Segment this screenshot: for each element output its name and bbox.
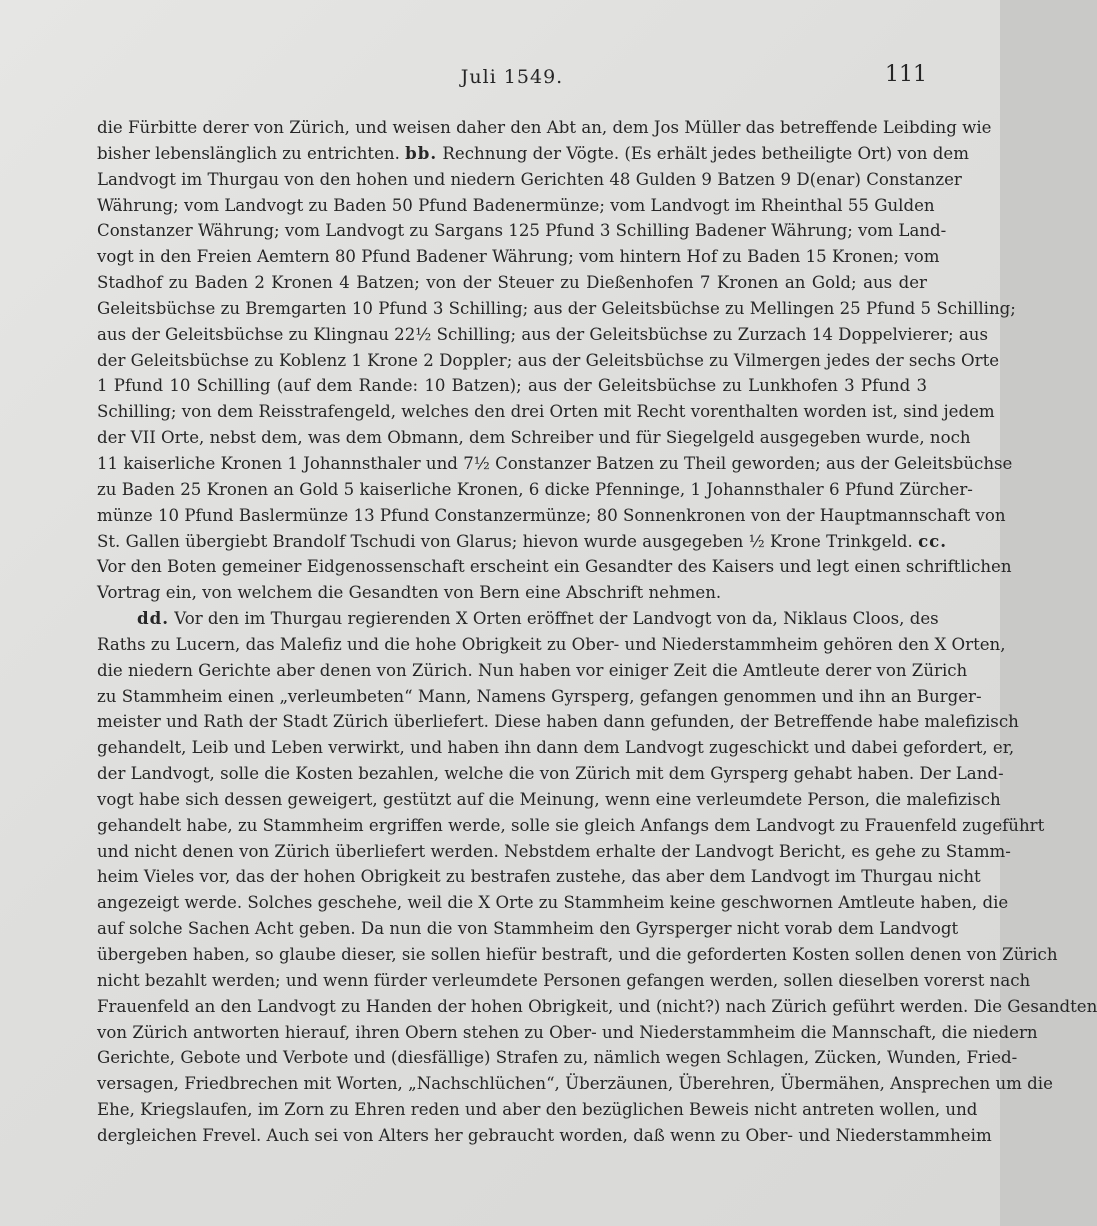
text-line	[97, 1097, 978, 1123]
text-line	[97, 141, 969, 167]
section-mark: cc.	[918, 530, 948, 551]
text-line	[97, 1123, 992, 1149]
text-line	[97, 1071, 1053, 1097]
text-line	[97, 761, 1004, 787]
section-mark: bb.	[405, 142, 438, 163]
text-line	[97, 916, 959, 942]
text-line	[97, 735, 1015, 761]
text-line	[97, 503, 1006, 529]
line-text: Vor den im Thurgau regierenden X Orten eröffnet der Landvogt von da, Niklaus Cloos, des	[168, 609, 939, 629]
page-number: 111	[885, 62, 927, 87]
text-line	[97, 632, 1006, 658]
line-text: münze 10 Pfund Baslermünze 13 Pfund Constanzermünze; 80 Sonnenkronen von der Hauptmannschaft von	[97, 505, 1006, 525]
text-line	[97, 451, 1013, 477]
text-line	[97, 218, 947, 244]
paragraph	[97, 115, 1016, 606]
text-line	[97, 296, 1016, 322]
text-line	[97, 994, 1097, 1020]
line-text: und nicht denen von Zürich überliefert werden. Nebstdem erhalte der Landvogt Bericht, es gehe zu Stamm-	[97, 841, 1011, 861]
text-line	[97, 1045, 1018, 1071]
text-line	[97, 399, 995, 425]
line-text: bisher lebenslänglich zu entrichten.	[97, 143, 406, 163]
text-line	[97, 658, 968, 684]
line-text: Frauenfeld an den Landvogt zu Handen der hohen Obrigkeit, und (nicht?) nach Zürich geführt werden. Die Gesandten	[97, 996, 1097, 1016]
line-text: vogt habe sich dessen geweigert, gestützt auf die Meinung, wenn eine verleumdete Person, die malefizisch	[97, 789, 1001, 809]
line-text: Raths zu Lucern, das Malefiz und die hohe Obrigkeit zu Ober- und Niederstammheim gehören den X Orten,	[97, 634, 1006, 654]
text-line	[97, 787, 1001, 813]
line-text: Ehe, Kriegslaufen, im Zorn zu Ehren reden und aber den bezüglichen Beweis nicht antreten wollen, und	[97, 1100, 978, 1120]
text-line	[97, 270, 927, 296]
text-line	[97, 348, 1000, 374]
line-text: der Landvogt, solle die Kosten bezahlen, welche die von Zürich mit dem Gyrsperg gehabt haben. Der Land-	[97, 764, 1004, 784]
text-line	[97, 193, 935, 219]
running-head: Juli 1549.	[460, 66, 564, 88]
line-text: Rechnung der Vögte. (Es erhält jedes betheiligte Ort) von dem	[437, 143, 969, 163]
line-text: übergeben haben, so glaube dieser, sie sollen hiefür bestraft, und die geforderten Kosten sollen denen von Zürich	[97, 945, 1058, 964]
text-line	[97, 115, 992, 141]
line-text: Währung; vom Landvogt zu Baden 50 Pfund Badenermünze; vom Landvogt im Rheinthal 55 Gulden	[97, 195, 935, 215]
line-text: 11 kaiserliche Kronen 1 Johannsthaler und 7½ Constanzer Batzen zu Theil geworden; aus der Geleitsbüchse	[97, 453, 1013, 473]
line-text: Stadhof zu Baden 2 Kronen 4 Batzen; von der Steuer zu Dießenhofen 7 Kronen an Gold; aus der	[97, 273, 927, 293]
line-text: 1 Pfund 10 Schilling (auf dem Rande: 10 Batzen); aus der Geleitsbüchse zu Lunkhofen 3 Pfund 3	[97, 376, 927, 396]
line-text: dergleichen Frevel. Auch sei von Alters her gebraucht worden, daß wenn zu Ober- und Niederstammheim	[97, 1125, 992, 1145]
line-text: die Fürbitte derer von Zürich, und weisen daher den Abt an, dem Jos Müller das betreffende Leibding wie	[97, 118, 992, 137]
text-line	[97, 477, 973, 503]
line-text: gehandelt, Leib und Leben verwirkt, und haben ihn dann dem Landvogt zugeschickt und dabei gefordert, er,	[97, 738, 1015, 758]
line-text: Landvogt im Thurgau von den hohen und niedern Gerichten 48 Gulden 9 Batzen 9 D(enar) Constanzer	[97, 169, 962, 189]
line-text: meister und Rath der Stadt Zürich überliefert. Diese haben dann gefunden, der Betreffende habe malefizisch	[97, 712, 1019, 732]
text-line	[97, 839, 1011, 865]
text-line	[97, 425, 971, 451]
line-text: auf solche Sachen Acht geben. Da nun die von Stammheim den Gyrsperger nicht vorab dem Landvogt	[97, 919, 959, 939]
line-text: Vor den Boten gemeiner Eidgenossenschaft erscheint ein Gesandter des Kaisers und legt einen schriftlichen	[97, 557, 1012, 577]
line-text: aus der Geleitsbüchse zu Klingnau 22½ Schilling; aus der Geleitsbüchse zu Zurzach 14 Doppelvierer; aus	[97, 324, 988, 344]
text-line	[97, 554, 1012, 580]
line-text: Gerichte, Gebote und Verbote und (diesfällige) Strafen zu, nämlich wegen Schlagen, Zücken, Wunden, Fried-	[97, 1048, 1018, 1068]
page-header	[97, 60, 927, 96]
text-line	[97, 813, 1045, 839]
paragraph	[97, 606, 1097, 1149]
line-text: Schilling; von dem Reisstrafengeld, welches den drei Orten mit Recht vorenthalten worden ist, sind jedem	[97, 402, 995, 422]
text-line	[97, 373, 927, 399]
line-text: gehandelt habe, zu Stammheim ergriffen werde, solle sie gleich Anfangs dem Landvogt zu Frauenfeld zugeführt	[97, 815, 1045, 835]
line-text: angezeigt werde. Solches geschehe, weil die X Orte zu Stammheim keine geschwornen Amtleute haben, die	[97, 893, 1009, 913]
text-line	[97, 167, 962, 193]
line-text: zu Baden 25 Kronen an Gold 5 kaiserliche Kronen, 6 dicke Pfenninge, 1 Johannsthaler 6 Pfund Zürcher-	[97, 479, 973, 499]
line-text: vogt in den Freien Aemtern 80 Pfund Badener Währung; vom hintern Hof zu Baden 15 Kronen; vom	[97, 247, 940, 267]
text-line	[97, 709, 1019, 735]
text-line	[97, 1020, 1038, 1046]
line-text: von Zürich antworten hierauf, ihren Obern stehen zu Ober- und Niederstammheim die Mannschaft, die niedern	[97, 1022, 1038, 1042]
text-line	[97, 864, 981, 890]
text-line	[97, 606, 939, 632]
line-text: nicht bezahlt werden; und wenn fürder verleumdete Personen gefangen werden, sollen dieselben vorerst nach	[97, 970, 1031, 990]
line-text: versagen, Friedbrechen mit Worten, „Nachschlüchen“, Überzäunen, Überehren, Übermähen, Ansprechen um die	[97, 1074, 1053, 1094]
line-text: Geleitsbüchse zu Bremgarten 10 Pfund 3 Schilling; aus der Geleitsbüchse zu Mellingen 25 Pfund 5 Schilling;	[97, 298, 1016, 318]
section-mark: dd.	[137, 608, 169, 629]
body-text	[97, 115, 1097, 1149]
text-line	[97, 580, 927, 606]
text-line	[97, 684, 982, 710]
line-text: der VII Orte, nebst dem, was dem Obmann, dem Schreiber und für Siegelgeld ausgegeben wurde, noch	[97, 428, 971, 448]
text-line	[97, 529, 948, 555]
line-text: der Geleitsbüchse zu Koblenz 1 Krone 2 Doppler; aus der Geleitsbüchse zu Vilmergen jedes der sechs Orte	[97, 350, 1000, 370]
line-text: zu Stammheim einen „verleumbeten“ Mann, Namens Gyrsperg, gefangen genommen und ihn an Burger-	[97, 686, 982, 706]
line-text: Vortrag ein, von welchem die Gesandten von Bern eine Abschrift nehmen.	[97, 583, 722, 603]
text-line	[97, 890, 1009, 916]
line-text: Constanzer Währung; vom Landvogt zu Sargans 125 Pfund 3 Schilling Badener Währung; vom Land-	[97, 221, 947, 241]
text-line	[97, 244, 940, 270]
text-line	[97, 322, 988, 348]
text-line	[97, 968, 1031, 994]
line-text: die niedern Gerichte aber denen von Zürich. Nun haben vor einiger Zeit die Amtleute derer von Zürich	[97, 660, 968, 680]
line-text: St. Gallen übergiebt Brandolf Tschudi von Glarus; hievon wurde ausgegeben ½ Krone Trinkgeld.	[97, 531, 919, 551]
line-text: heim Vieles vor, das der hohen Obrigkeit zu bestrafen zustehe, das aber dem Landvogt im Thurgau nicht	[97, 867, 981, 887]
text-line	[97, 942, 1058, 968]
